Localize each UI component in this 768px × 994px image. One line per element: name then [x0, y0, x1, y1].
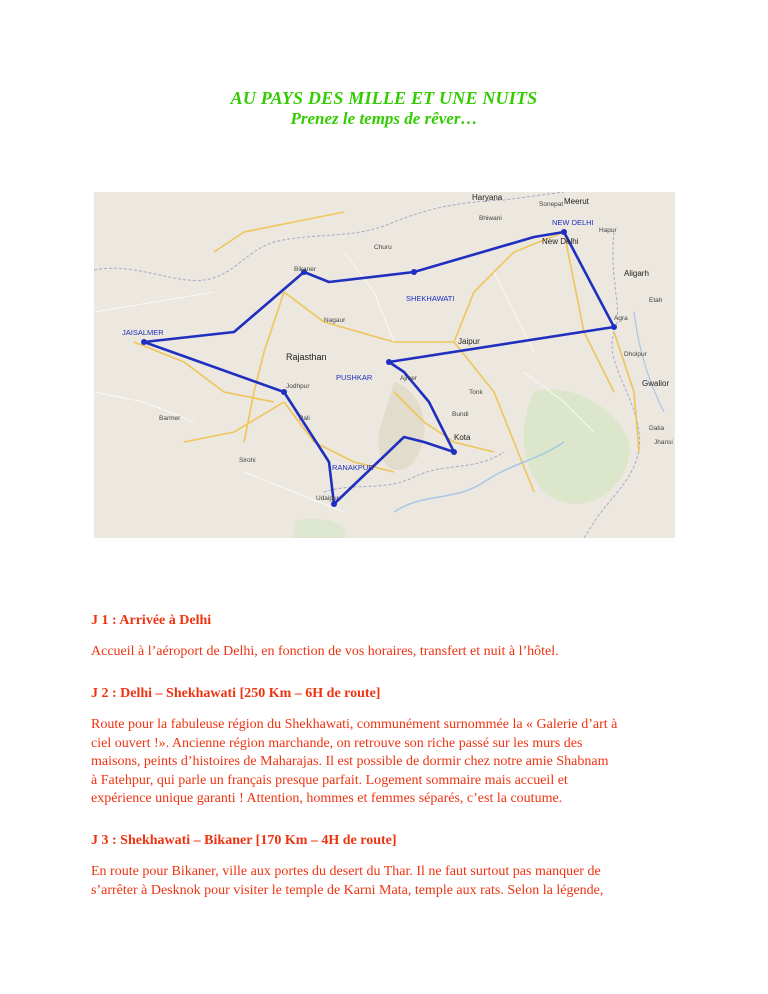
- map-label-jaisalmer: JAISALMER: [122, 328, 164, 337]
- map-city-rajasthan: Rajasthan: [286, 352, 327, 362]
- map-label-shekhawati: SHEKHAWATI: [406, 294, 455, 303]
- paragraph-line: Route pour la fabuleuse région du Shekhawati, communément surnommée la « Galerie d’art à: [91, 717, 618, 732]
- paragraph-line: ciel ouvert !». Ancienne région marchande, on retrouve son riche passé sur les murs des: [91, 735, 583, 751]
- day-heading: J 2 : Delhi – Shekhawati [250 Km – 6H de route]: [91, 686, 381, 701]
- map-city-etah: Etah: [649, 297, 663, 304]
- map-label-new-delhi: NEW DELHI: [552, 218, 594, 227]
- map-city-bhiwani: Bhiwani: [479, 215, 502, 222]
- map-city-tonk: Tonk: [469, 389, 483, 396]
- map-city-bikaner: Bikaner: [294, 266, 317, 273]
- map-city-aligarh: Aligarh: [624, 269, 649, 278]
- day-heading: J 1 : Arrivée à Delhi: [91, 613, 212, 628]
- map-city-nagaur: Nagaur: [324, 317, 346, 324]
- route-map: [94, 192, 675, 538]
- map-city-barmer: Barmer: [159, 415, 181, 422]
- map-city-dholpur: Dholpur: [624, 351, 647, 358]
- map-city-datia: Datia: [649, 425, 665, 432]
- map-city-sirohi: Sirohi: [239, 457, 256, 464]
- map-city-pali: Pali: [299, 415, 310, 422]
- page-subtitle: Prenez le temps de rêver…: [290, 109, 478, 128]
- map-label-pushkar: PUSHKAR: [336, 373, 373, 382]
- map-city-kota: Kota: [454, 433, 471, 442]
- map-city-gwalior: Gwalior: [642, 379, 670, 388]
- paragraph-line: à Fatehpur, qui parle un français presque parfait. Logement sommaire mais accueil et: [91, 772, 568, 788]
- day-1-text: [91, 643, 678, 662]
- day-heading: J 3 : Shekhawati – Bikaner [170 Km – 4H de route]: [91, 833, 397, 848]
- day-1-section: [91, 612, 678, 630]
- day-2-section: [91, 685, 678, 703]
- map-city-sonepat: Sonepat: [539, 201, 564, 208]
- map-city-hapur: Hapur: [599, 227, 617, 234]
- map-city-jodhpur: Jodhpur: [286, 383, 310, 390]
- map-city-jhansi: Jhansi: [654, 439, 673, 446]
- map-city-jaipur: Jaipur: [458, 337, 480, 346]
- day-2-text: [91, 716, 678, 809]
- map-city-bundi: Bundi: [452, 411, 469, 418]
- map-city-ajmer: Ajmer: [400, 375, 417, 382]
- paragraph-line: En route pour Bikaner, ville aux portes du desert du Thar. Il ne faut surtout pas manquer de: [91, 864, 601, 879]
- map-city-agra: Agra: [614, 315, 628, 322]
- map-city-meerut: Meerut: [564, 197, 589, 206]
- map-city-haryana: Haryana: [472, 193, 503, 202]
- paragraph-line: Accueil à l’aéroport de Delhi, en fonction de vos horaires, transfert et nuit à l’hôtel.: [91, 644, 559, 659]
- day-3-text: [91, 863, 678, 900]
- map-label-ranakpur: RANAKPUR: [332, 463, 374, 472]
- paragraph-line: expérience unique garanti ! Attention, hommes et femmes séparés, c’est la coutume.: [91, 791, 563, 807]
- map-city-new-delhi: New Delhi: [542, 237, 579, 246]
- map-city-udaipur: Udaipur: [316, 495, 339, 502]
- day-3-section: [91, 832, 678, 850]
- paragraph-line: s’arrêter à Desknok pour visiter le temple de Karni Mata, temple aux rats. Selon la légende,: [91, 882, 604, 898]
- page-title: AU PAYS DES MILLE ET UNE NUITS: [230, 88, 538, 108]
- paragraph-line: maisons, peints d’histoires de Maharajas. Il est possible de dormir chez notre amie Shabnam: [91, 754, 609, 770]
- map-city-churu: Churu: [374, 244, 392, 251]
